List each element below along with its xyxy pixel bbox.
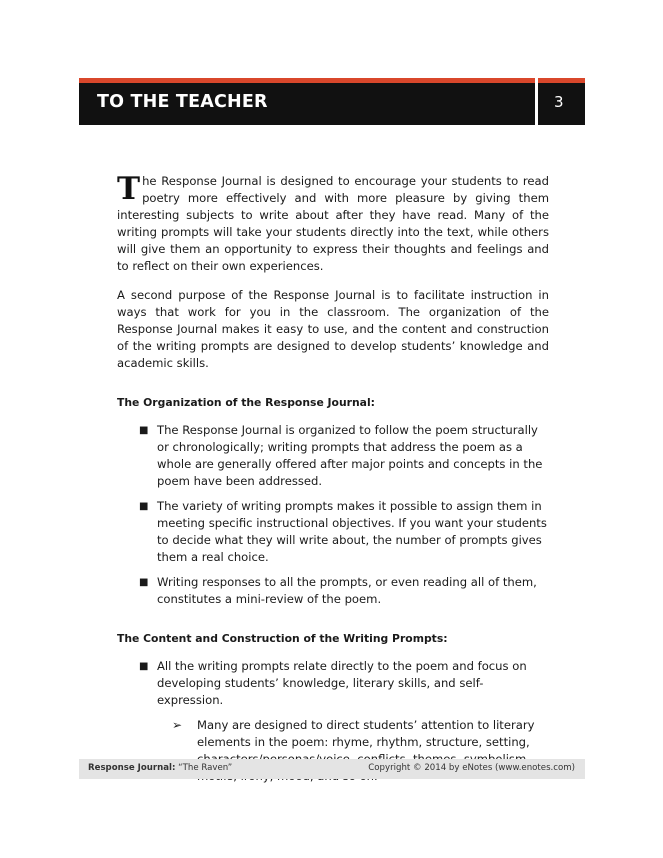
arrow-bullet-icon: ➢ [172,718,183,732]
list-item-text: The Response Journal is organized to follow the poem structurally or chronologically; writing prompts that address the poem as a whole are generally offered after major points and concepts in the poem have been addressed. [157,423,543,488]
square-bullet-icon: ■ [139,425,149,436]
header-divider [535,78,538,125]
drop-cap: T [117,171,141,207]
square-bullet-icon: ■ [139,661,149,672]
organization-list [117,422,549,608]
intro-paragraph-1 [117,173,549,275]
intro-paragraph-1-text: he Response Journal is designed to encourage your students to read poetry more effectively and with more pleasure by giving them interesting subjects to write about after they have read. Many of the writing prompts will take your students directly into the text, while others will give them an opportunity to express their thoughts and feelings and to reflect on their own experiences. [117,174,549,273]
sub-list-item-text: Many are designed to direct students’ attention to literary elements in the poem: rhyme, rhythm, structure, setting, [197,718,535,749]
footer-journal-label: Response Journal: [88,763,176,773]
section-heading-content: The Content and Construction of the Writing Prompts: [117,632,448,645]
list-item [117,574,549,608]
section-heading-organization: The Organization of the Response Journal: [117,396,375,409]
intro-paragraph-2: A second purpose of the Response Journal is to facilitate instruction in ways that work for you in the classroom. The organization of the Response Journal makes it easy to use, and the content and construction of the writing prompts are designed to develop students’ knowledge and academic skills. [117,288,549,370]
page-title: TO THE TEACHER [97,92,268,112]
list-item-text: Writing responses to all the prompts, or even reading all of them, constitutes a mini-review of the poem. [157,575,537,606]
page-number: 3 [554,93,564,111]
square-bullet-icon: ■ [139,577,149,588]
footer-journal-title [88,763,232,773]
footer-poem-title: “The Raven” [175,763,233,773]
footer-copyright: Copyright © 2014 by eNotes (www.enotes.com) [368,763,575,773]
list-item-text: All the writing prompts relate directly to the poem and focus on developing students’ knowledge, literary skills, and self-expression. [157,659,527,707]
list-item [117,422,549,490]
page-header [79,83,585,125]
list-item-text: The variety of writing prompts makes it possible to assign them in meeting specific instructional objectives. If you want your students to decide what they will write about, the number of prompts gives them a real choice. [157,499,547,564]
main-content [117,173,549,793]
square-bullet-icon: ■ [139,501,149,512]
list-item [117,498,549,566]
page-footer [79,759,585,779]
